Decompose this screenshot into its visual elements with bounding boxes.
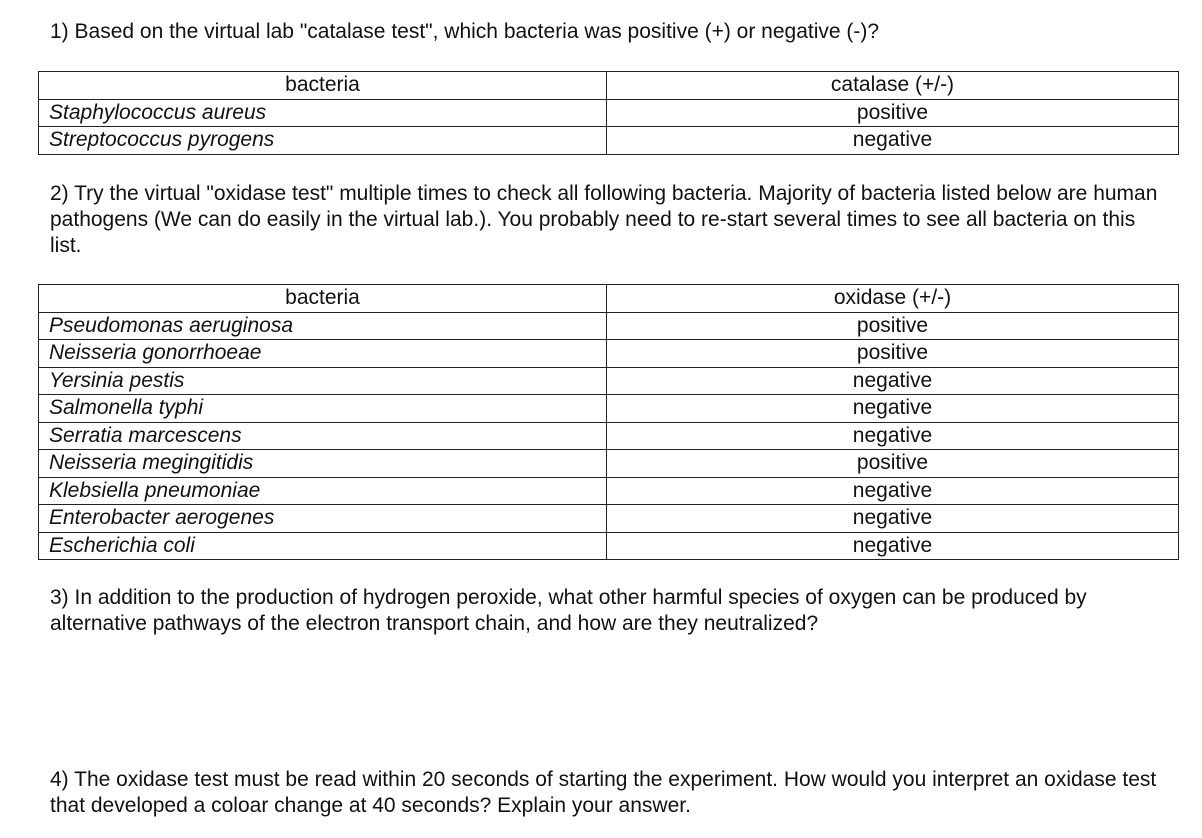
bacteria-name: Escherichia coli [39,532,607,560]
table-row [39,395,1179,423]
bacteria-name: Pseudomonas aeruginosa [39,312,607,340]
bacteria-name: Streptococcus pyrogens [39,127,607,155]
table-row [39,312,1179,340]
table-header-row [39,72,1179,100]
column-header-catalase: catalase (+/-) [607,72,1179,100]
table-row [39,340,1179,368]
table-row [39,99,1179,127]
bacteria-name: Enterobacter aerogenes [39,505,607,533]
table-row [39,127,1179,155]
oxidase-result: negative [607,477,1179,505]
bacteria-name: Klebsiella pneumoniae [39,477,607,505]
question-4: 4) The oxidase test must be read within 20 seconds of starting the experiment. How would you interpret an oxidase test that developed a coloar change at 40 seconds? Explain your answer. [50,768,1157,817]
bacteria-name: Serratia marcescens [39,422,607,450]
oxidase-result: negative [607,422,1179,450]
oxidase-result: positive [607,450,1179,478]
table-row [39,532,1179,560]
oxidase-result: negative [607,395,1179,423]
catalase-table [38,71,1179,155]
table-row [39,422,1179,450]
table-row [39,477,1179,505]
oxidase-result: negative [607,367,1179,395]
catalase-result: negative [607,127,1179,155]
question-3: 3) In addition to the production of hydrogen peroxide, what other harmful species of oxygen can be produced by alternative pathways of the electron transport chain, and how are they neutralized? [50,586,1087,635]
column-header-oxidase: oxidase (+/-) [607,285,1179,313]
column-header-bacteria: bacteria [39,72,607,100]
bacteria-name: Neisseria gonorrhoeae [39,340,607,368]
table-row [39,450,1179,478]
catalase-result: positive [607,99,1179,127]
bacteria-name: Staphylococcus aureus [39,99,607,127]
oxidase-table [38,284,1179,560]
table-header-row [39,285,1179,313]
column-header-bacteria: bacteria [39,285,607,313]
bacteria-name: Salmonella typhi [39,395,607,423]
table-row [39,505,1179,533]
question-1: 1) Based on the virtual lab "catalase test", which bacteria was positive (+) or negative (-)? [50,20,880,43]
oxidase-result: positive [607,340,1179,368]
table-row [39,367,1179,395]
question-2: 2) Try the virtual "oxidase test" multiple times to check all following bacteria. Majority of bacteria listed below are human pathogens (We can do easily in the virtual lab.). You probably need to re-start several times to see all bacteria on this list. [50,182,1158,257]
oxidase-result: positive [607,312,1179,340]
bacteria-name: Neisseria megingitidis [39,450,607,478]
bacteria-name: Yersinia pestis [39,367,607,395]
oxidase-result: negative [607,505,1179,533]
oxidase-result: negative [607,532,1179,560]
